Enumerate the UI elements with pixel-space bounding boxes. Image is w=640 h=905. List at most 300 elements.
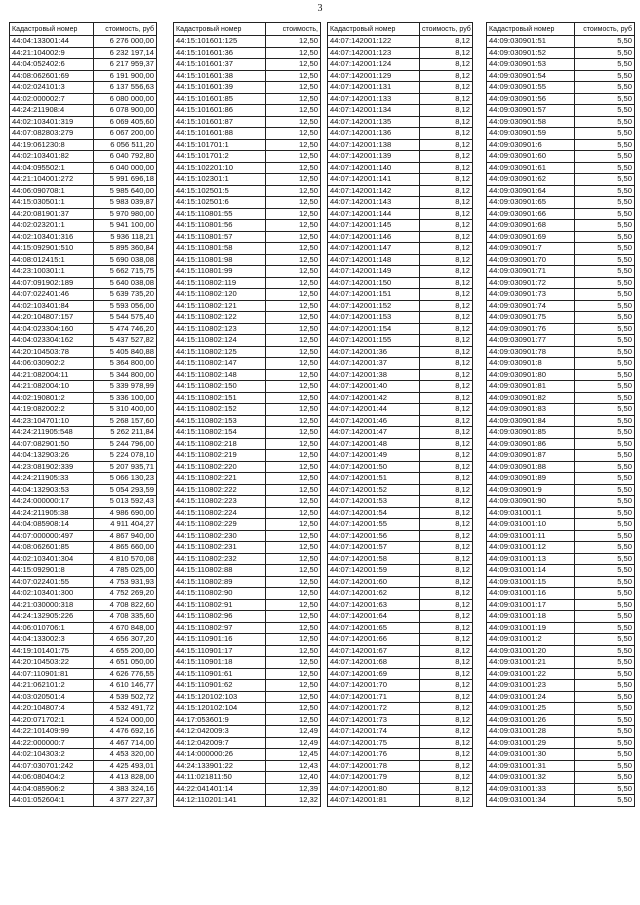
page-number: 3	[317, 3, 323, 14]
table-row	[174, 588, 321, 600]
table-row	[10, 243, 157, 255]
cadastral-number-cell: 44:09:030901:59	[487, 128, 575, 140]
header-cost: стоимость,	[266, 23, 321, 36]
table-row	[174, 266, 321, 278]
table-row	[174, 438, 321, 450]
cadastral-number-cell: 44:09:031001:31	[487, 760, 575, 772]
cadastral-number-cell: 44:07:142001:129	[328, 70, 420, 82]
cadastral-number-cell: 44:21:104002:9	[10, 47, 94, 59]
table-row	[328, 427, 473, 439]
cadastral-table-2	[173, 22, 321, 807]
table-row	[328, 59, 473, 71]
cost-cell: 4 753 931,93	[94, 576, 157, 588]
cost-cell: 4 708 335,60	[94, 611, 157, 623]
cost-cell: 12,50	[266, 542, 321, 554]
table-row	[487, 657, 635, 669]
table-row	[10, 358, 157, 370]
table-row	[487, 415, 635, 427]
table-row	[174, 542, 321, 554]
cost-cell: 5 895 360,84	[94, 243, 157, 255]
cadastral-number-cell: 44:15:110802:231	[174, 542, 266, 554]
cadastral-number-cell: 44:09:030901:65	[487, 197, 575, 209]
table-row	[487, 128, 635, 140]
cadastral-number-cell: 44:07:142001:122	[328, 36, 420, 48]
cadastral-number-cell: 44:07:142001:76	[328, 749, 420, 761]
cost-cell: 6 276 000,00	[94, 36, 157, 48]
cadastral-number-cell: 44:07:142001:81	[328, 795, 420, 807]
table-row	[487, 162, 635, 174]
cadastral-number-cell: 44:07:142001:133	[328, 93, 420, 105]
cadastral-number-cell: 44:09:030901:85	[487, 427, 575, 439]
cost-cell: 5,50	[575, 404, 635, 416]
table-row	[328, 645, 473, 657]
cadastral-number-cell: 44:06:030902:2	[10, 358, 94, 370]
cadastral-number-cell: 44:09:031001:29	[487, 737, 575, 749]
table-row	[10, 404, 157, 416]
cadastral-number-cell: 44:07:142001:142	[328, 185, 420, 197]
cost-cell: 8,12	[420, 174, 473, 186]
table-row	[10, 312, 157, 324]
cadastral-number-cell: 44:06:090708:1	[10, 185, 94, 197]
cadastral-number-cell: 44:07:142001:36	[328, 346, 420, 358]
cost-cell: 12,50	[266, 116, 321, 128]
table-row	[328, 220, 473, 232]
cost-cell: 8,12	[420, 300, 473, 312]
cost-cell: 5,50	[575, 576, 635, 588]
table-row	[328, 680, 473, 692]
cadastral-number-cell: 44:15:110802:89	[174, 576, 266, 588]
cost-cell: 5 985 640,00	[94, 185, 157, 197]
cost-cell: 5 662 715,75	[94, 266, 157, 278]
table-row	[10, 622, 157, 634]
table-row	[328, 783, 473, 795]
cadastral-number-cell: 44:07:142001:150	[328, 277, 420, 289]
cadastral-number-cell: 44:24:133901:22	[174, 760, 266, 772]
cost-cell: 12,50	[266, 243, 321, 255]
cadastral-number-cell: 44:02:190801:2	[10, 392, 94, 404]
table-row	[328, 300, 473, 312]
table-row	[328, 277, 473, 289]
cost-cell: 12,50	[266, 484, 321, 496]
cadastral-number-cell: 44:07:142001:67	[328, 645, 420, 657]
table-row	[487, 691, 635, 703]
cadastral-number-cell: 44:15:102301:1	[174, 174, 266, 186]
cost-cell: 12,50	[266, 208, 321, 220]
cost-cell: 6 040 000,00	[94, 162, 157, 174]
cadastral-number-cell: 44:09:031001:20	[487, 645, 575, 657]
table-row	[487, 542, 635, 554]
table-row	[487, 599, 635, 611]
table-row	[10, 197, 157, 209]
cadastral-number-cell: 44:09:030901:84	[487, 415, 575, 427]
cadastral-number-cell: 44:15:120102:103	[174, 691, 266, 703]
cost-cell: 12,50	[266, 622, 321, 634]
cost-cell: 8,12	[420, 381, 473, 393]
cadastral-number-cell: 44:07:142001:73	[328, 714, 420, 726]
cadastral-number-cell: 44:09:030901:73	[487, 289, 575, 301]
cadastral-number-cell: 44:15:110802:119	[174, 277, 266, 289]
table-row	[328, 151, 473, 163]
table-row	[328, 611, 473, 623]
table-row	[174, 461, 321, 473]
table-row	[10, 427, 157, 439]
table-row	[487, 231, 635, 243]
cadastral-number-cell: 44:07:142001:80	[328, 783, 420, 795]
table-row	[174, 553, 321, 565]
cost-cell: 5 405 840,88	[94, 346, 157, 358]
cost-cell: 5,50	[575, 645, 635, 657]
table-row	[487, 726, 635, 738]
cost-cell: 12,50	[266, 415, 321, 427]
table-row	[487, 59, 635, 71]
cadastral-number-cell: 44:07:142001:37	[328, 358, 420, 370]
table-row	[174, 323, 321, 335]
cost-cell: 12,50	[266, 312, 321, 324]
table-row	[174, 668, 321, 680]
table-row	[328, 657, 473, 669]
cost-cell: 5,50	[575, 622, 635, 634]
table-row	[174, 174, 321, 186]
cost-cell: 12,43	[266, 760, 321, 772]
cost-cell: 8,12	[420, 599, 473, 611]
table-row	[174, 714, 321, 726]
cadastral-number-cell: 44:15:101601:38	[174, 70, 266, 82]
cadastral-number-cell: 44:20:071702:1	[10, 714, 94, 726]
cadastral-number-cell: 44:04:052402:6	[10, 59, 94, 71]
table-row	[487, 116, 635, 128]
table-row	[174, 473, 321, 485]
cost-cell: 5 066 130,23	[94, 473, 157, 485]
cost-cell: 12,50	[266, 59, 321, 71]
table-row	[10, 105, 157, 117]
cadastral-number-cell: 44:15:110802:223	[174, 496, 266, 508]
cadastral-number-cell: 44:09:030901:76	[487, 323, 575, 335]
cost-cell: 4 425 493,01	[94, 760, 157, 772]
cadastral-number-cell: 44:07:142001:48	[328, 438, 420, 450]
cost-cell: 5,50	[575, 668, 635, 680]
table-row	[174, 139, 321, 151]
cadastral-number-cell: 44:15:101601:125	[174, 36, 266, 48]
cadastral-number-cell: 44:24:211905:548	[10, 427, 94, 439]
table-row	[174, 530, 321, 542]
cadastral-number-cell: 44:09:031001:10	[487, 519, 575, 531]
cost-cell: 8,12	[420, 208, 473, 220]
cadastral-number-cell: 44:15:110802:153	[174, 415, 266, 427]
table-row	[328, 737, 473, 749]
cadastral-number-cell: 44:07:142001:79	[328, 772, 420, 784]
cost-cell: 8,12	[420, 657, 473, 669]
cadastral-number-cell: 44:09:030901:75	[487, 312, 575, 324]
cost-cell: 5,50	[575, 519, 635, 531]
cost-cell: 8,12	[420, 795, 473, 807]
table-row	[487, 438, 635, 450]
cost-cell: 4 656 307,20	[94, 634, 157, 646]
cost-cell: 5,50	[575, 588, 635, 600]
table-row	[10, 369, 157, 381]
cadastral-number-cell: 44:06:080404:2	[10, 772, 94, 784]
table-row	[328, 128, 473, 140]
table-row	[487, 300, 635, 312]
cadastral-number-cell: 44:07:142001:72	[328, 703, 420, 715]
cost-cell: 8,12	[420, 289, 473, 301]
cadastral-number-cell: 44:15:110802:125	[174, 346, 266, 358]
table-row	[10, 588, 157, 600]
table-row	[328, 795, 473, 807]
table-row	[174, 427, 321, 439]
cadastral-number-cell: 44:15:110802:224	[174, 507, 266, 519]
cadastral-number-cell: 44:07:142001:147	[328, 243, 420, 255]
cost-cell: 12,49	[266, 737, 321, 749]
table-row	[10, 450, 157, 462]
table-row	[328, 312, 473, 324]
table-row	[174, 772, 321, 784]
table-row	[174, 507, 321, 519]
cost-cell: 8,12	[420, 749, 473, 761]
cost-cell: 4 453 320,00	[94, 749, 157, 761]
cost-cell: 8,12	[420, 760, 473, 772]
table-row	[328, 473, 473, 485]
cost-cell: 8,12	[420, 461, 473, 473]
header-cost: стоимость, руб	[94, 23, 157, 36]
table-row	[487, 151, 635, 163]
cadastral-number-cell: 44:15:101601:85	[174, 93, 266, 105]
cost-cell: 5,50	[575, 346, 635, 358]
cadastral-number-cell: 44:02:103401:319	[10, 116, 94, 128]
cadastral-number-cell: 44:07:142001:62	[328, 588, 420, 600]
header-cadastral-number: Кадастровый номер	[10, 23, 94, 36]
table-row	[174, 289, 321, 301]
cost-cell: 5 941 100,00	[94, 220, 157, 232]
cost-cell: 4 651 050,00	[94, 657, 157, 669]
cadastral-number-cell: 44:07:142001:138	[328, 139, 420, 151]
cadastral-number-cell: 44:12:042009:7	[174, 737, 266, 749]
table-row	[328, 346, 473, 358]
cost-cell: 5,50	[575, 657, 635, 669]
table-row	[487, 783, 635, 795]
table-row	[174, 691, 321, 703]
cadastral-number-cell: 44:21:082004:10	[10, 381, 94, 393]
cadastral-number-cell: 44:09:030901:82	[487, 392, 575, 404]
cadastral-number-cell: 44:02:000002:7	[10, 93, 94, 105]
cadastral-number-cell: 44:07:142001:78	[328, 760, 420, 772]
table-row	[328, 461, 473, 473]
cadastral-number-cell: 44:07:110901:81	[10, 668, 94, 680]
cadastral-number-cell: 44:15:110801:56	[174, 220, 266, 232]
table-row	[174, 59, 321, 71]
cadastral-number-cell: 44:15:110802:230	[174, 530, 266, 542]
cadastral-number-cell: 44:15:110802:154	[174, 427, 266, 439]
table-row	[10, 726, 157, 738]
cadastral-number-cell: 44:07:142001:47	[328, 427, 420, 439]
table-row	[328, 369, 473, 381]
table-row	[487, 346, 635, 358]
table-row	[487, 47, 635, 59]
cadastral-number-cell: 44:07:142001:139	[328, 151, 420, 163]
cost-cell: 12,50	[266, 691, 321, 703]
table-row	[487, 588, 635, 600]
table-row	[174, 749, 321, 761]
cost-cell: 4 377 227,37	[94, 795, 157, 807]
table-row	[328, 749, 473, 761]
cost-cell: 5,50	[575, 392, 635, 404]
cost-cell: 8,12	[420, 450, 473, 462]
table-row	[328, 70, 473, 82]
table-row	[10, 36, 157, 48]
table-row	[174, 392, 321, 404]
table-row	[328, 553, 473, 565]
table-row	[10, 392, 157, 404]
cost-cell: 5,50	[575, 82, 635, 94]
cadastral-number-cell: 44:22:101409:99	[10, 726, 94, 738]
table-row	[174, 795, 321, 807]
cadastral-number-cell: 44:21:104001:272	[10, 174, 94, 186]
table-row	[487, 553, 635, 565]
cost-cell: 5,50	[575, 174, 635, 186]
cadastral-number-cell: 44:07:142001:66	[328, 634, 420, 646]
table-row	[487, 461, 635, 473]
cost-cell: 5 364 800,00	[94, 358, 157, 370]
cost-cell: 8,12	[420, 576, 473, 588]
cadastral-number-cell: 44:03:020501:4	[10, 691, 94, 703]
cadastral-number-cell: 44:07:142001:63	[328, 599, 420, 611]
cost-cell: 5,50	[575, 634, 635, 646]
cadastral-number-cell: 44:12:110201:141	[174, 795, 266, 807]
table-row	[328, 162, 473, 174]
table-row	[10, 47, 157, 59]
cost-cell: 8,12	[420, 634, 473, 646]
cost-cell: 5,50	[575, 680, 635, 692]
cadastral-number-cell: 44:07:142001:68	[328, 657, 420, 669]
table-row	[487, 795, 635, 807]
table-row	[487, 185, 635, 197]
cost-cell: 5 013 592,43	[94, 496, 157, 508]
cadastral-number-cell: 44:15:110802:96	[174, 611, 266, 623]
cost-cell: 5 544 575,40	[94, 312, 157, 324]
cost-cell: 12,50	[266, 185, 321, 197]
cadastral-number-cell: 44:04:095502:1	[10, 162, 94, 174]
table-row	[328, 208, 473, 220]
cadastral-number-cell: 44:09:030901:69	[487, 231, 575, 243]
cadastral-number-cell: 44:15:110901:18	[174, 657, 266, 669]
table-row	[328, 450, 473, 462]
cost-cell: 5 339 978,99	[94, 381, 157, 393]
cost-cell: 12,50	[266, 565, 321, 577]
cadastral-number-cell: 44:24:132905:226	[10, 611, 94, 623]
table-row	[487, 220, 635, 232]
cost-cell: 8,12	[420, 335, 473, 347]
cadastral-number-cell: 44:15:110802:148	[174, 369, 266, 381]
cost-cell: 5,50	[575, 300, 635, 312]
cadastral-number-cell: 44:07:082803:279	[10, 128, 94, 140]
table-row	[174, 760, 321, 772]
cost-cell: 12,50	[266, 254, 321, 266]
cost-cell: 4 708 822,60	[94, 599, 157, 611]
cadastral-number-cell: 44:02:103401:82	[10, 151, 94, 163]
cadastral-number-cell: 44:09:030901:54	[487, 70, 575, 82]
cadastral-number-cell: 44:15:110802:222	[174, 484, 266, 496]
table-row	[10, 381, 157, 393]
header-cost: стоимость, руб	[420, 23, 473, 36]
cadastral-number-cell: 44:07:142001:155	[328, 335, 420, 347]
cost-cell: 5,50	[575, 542, 635, 554]
cost-cell: 8,12	[420, 323, 473, 335]
cadastral-number-cell: 44:07:142001:135	[328, 116, 420, 128]
cost-cell: 8,12	[420, 737, 473, 749]
cost-cell: 12,40	[266, 772, 321, 784]
table-row	[328, 714, 473, 726]
cost-cell: 6 191 900,00	[94, 70, 157, 82]
cadastral-number-cell: 44:17:053601:9	[174, 714, 266, 726]
cost-cell: 12,50	[266, 657, 321, 669]
cadastral-number-cell: 44:12:042009:3	[174, 726, 266, 738]
table-row	[328, 381, 473, 393]
table-row	[174, 220, 321, 232]
cost-cell: 12,50	[266, 162, 321, 174]
cost-cell: 12,50	[266, 599, 321, 611]
cadastral-number-cell: 44:09:031001:2	[487, 634, 575, 646]
cost-cell: 5 593 056,00	[94, 300, 157, 312]
table-row	[174, 300, 321, 312]
cadastral-number-cell: 44:09:030901:55	[487, 82, 575, 94]
table-row	[328, 185, 473, 197]
cadastral-number-cell: 44:07:142001:60	[328, 576, 420, 588]
table-row	[174, 622, 321, 634]
cost-cell: 5,50	[575, 358, 635, 370]
cadastral-number-cell: 44:09:030901:58	[487, 116, 575, 128]
table-row	[10, 139, 157, 151]
cadastral-number-cell: 44:07:142001:74	[328, 726, 420, 738]
cadastral-number-cell: 44:15:110801:57	[174, 231, 266, 243]
cost-cell: 5,50	[575, 277, 635, 289]
cost-cell: 12,50	[266, 197, 321, 209]
cadastral-number-cell: 44:09:031001:11	[487, 530, 575, 542]
cadastral-number-cell: 44:07:142001:40	[328, 381, 420, 393]
cadastral-number-cell: 44:07:142001:38	[328, 369, 420, 381]
cadastral-number-cell: 44:07:142001:54	[328, 507, 420, 519]
cost-cell: 5 336 100,00	[94, 392, 157, 404]
table-row	[174, 231, 321, 243]
table-row	[174, 36, 321, 48]
cadastral-number-cell: 44:09:030901:61	[487, 162, 575, 174]
cost-cell: 12,50	[266, 358, 321, 370]
table-row	[328, 415, 473, 427]
cadastral-number-cell: 44:11:021811:50	[174, 772, 266, 784]
cadastral-number-cell: 44:09:030901:80	[487, 369, 575, 381]
cadastral-number-cell: 44:15:101601:39	[174, 82, 266, 94]
cadastral-number-cell: 44:15:110802:232	[174, 553, 266, 565]
cadastral-number-cell: 44:09:030901:70	[487, 254, 575, 266]
cost-cell: 12,50	[266, 82, 321, 94]
cadastral-number-cell: 44:09:030901:53	[487, 59, 575, 71]
table-row	[487, 634, 635, 646]
cadastral-number-cell: 44:07:030701:242	[10, 760, 94, 772]
table-row	[10, 277, 157, 289]
cadastral-number-cell: 44:09:030901:74	[487, 300, 575, 312]
cadastral-number-cell: 44:07:142001:153	[328, 312, 420, 324]
table-row	[487, 737, 635, 749]
cost-cell: 8,12	[420, 680, 473, 692]
cadastral-number-cell: 44:04:133002:3	[10, 634, 94, 646]
cost-cell: 8,12	[420, 162, 473, 174]
cost-cell: 12,49	[266, 726, 321, 738]
cadastral-number-cell: 44:24:211905:33	[10, 473, 94, 485]
cost-cell: 8,12	[420, 519, 473, 531]
cost-cell: 5,50	[575, 565, 635, 577]
table-row	[174, 381, 321, 393]
cost-cell: 8,12	[420, 588, 473, 600]
cost-cell: 8,12	[420, 185, 473, 197]
table-row	[487, 484, 635, 496]
